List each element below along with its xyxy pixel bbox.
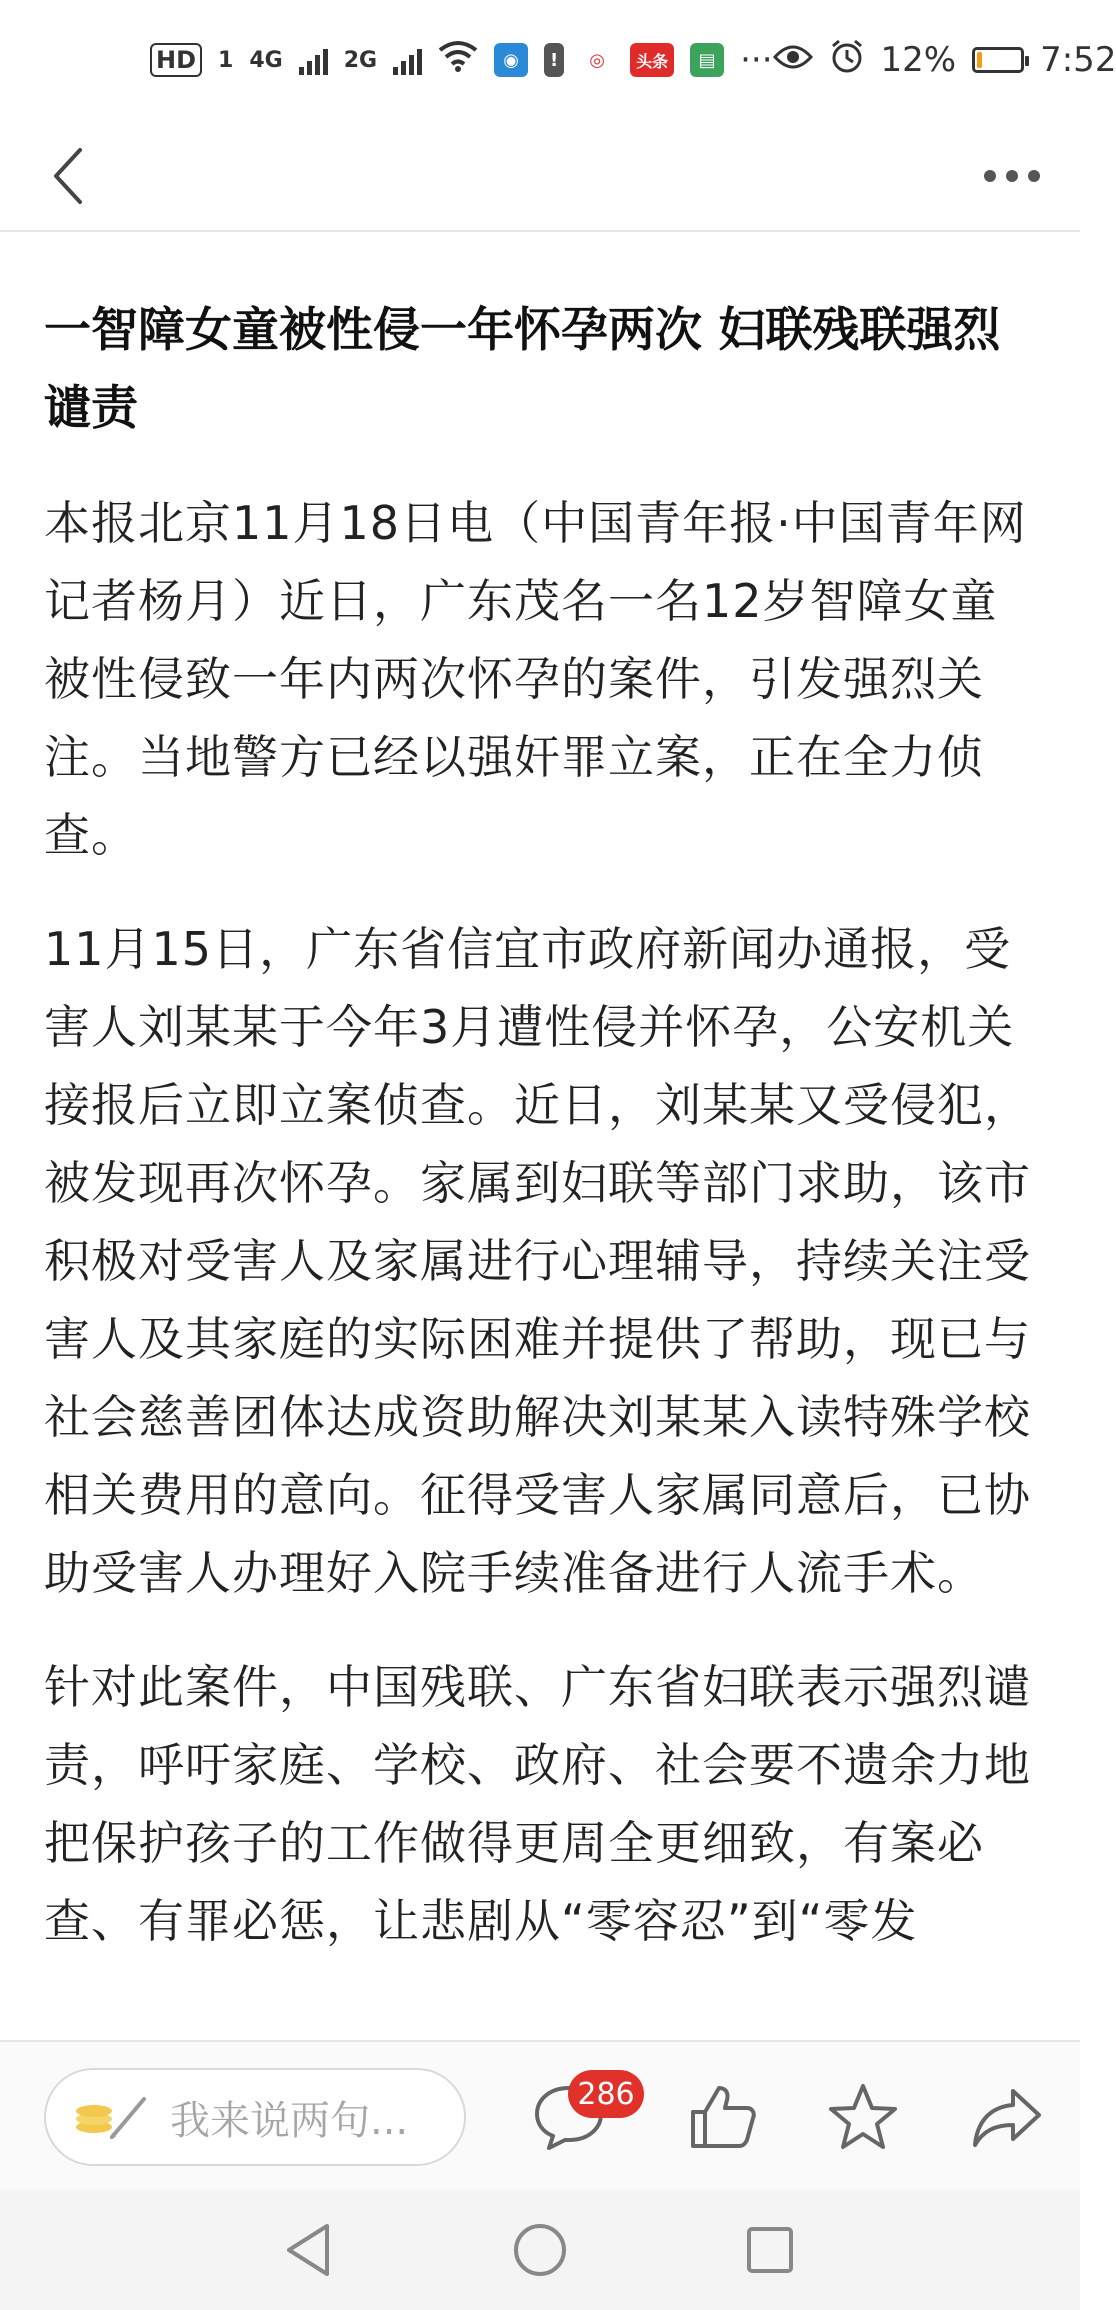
like-icon: [687, 2082, 759, 2152]
article-paragraph: 11月15日，广东省信宜市政府新闻办通报，受害人刘某某于今年3月遭性侵并怀孕，公安机关接报后立即立案侦查。近日，刘某某又受侵犯，被发现再次怀孕。家属到妇联等部门求助，该市积极对受害人及家属进行心理辅导，持续关注受害人及其家庭的实际困难并提供了帮助，现已与社会慈善团体达成资助解决刘某某入读特殊学校相关费用的意向。征得受害人家属同意后，已协助受害人办理好入院手续准备进行人流手术。: [44, 922, 1031, 1600]
back-triangle-icon: [283, 2222, 333, 2278]
battery-level: [977, 52, 982, 68]
network-4g-label: 4G: [249, 47, 283, 73]
clock-time: 7:52: [1040, 40, 1116, 80]
system-back-button[interactable]: [268, 2210, 348, 2290]
hd-indicator: HD: [150, 43, 202, 77]
reader-app-icon: ▤: [690, 43, 724, 77]
recents-square-icon: [745, 2225, 795, 2275]
share-icon: [971, 2085, 1043, 2149]
battery-icon: [972, 47, 1024, 73]
article-title: 一智障女童被性侵一年怀孕两次 妇联残联强烈谴责: [44, 303, 1001, 436]
alert-notification-icon: !: [544, 43, 564, 77]
signal-icon-2: [393, 45, 422, 75]
comment-input[interactable]: [44, 2068, 466, 2166]
article-header: [0, 120, 1080, 232]
wifi-icon: [438, 40, 478, 81]
like-button[interactable]: [678, 2072, 768, 2162]
article-body[interactable]: [44, 232, 1036, 2040]
alarm-icon: [829, 38, 865, 83]
system-home-button[interactable]: [500, 2210, 580, 2290]
article-paragraph: 针对此案件，中国残联、广东省妇联表示强烈谴责，呼吁家庭、学校、政府、社会要不遗余力地把保护孩子的工作做得更周全更细致，有案必查、有罪必惩，让悲剧从“零容忍”到“零发: [44, 1660, 1031, 1948]
share-button[interactable]: [962, 2072, 1052, 2162]
status-right: [773, 38, 1116, 83]
status-left: [150, 40, 773, 81]
signal-icon: [299, 45, 328, 75]
more-options-button[interactable]: [972, 136, 1052, 216]
pen-icon: [72, 2089, 152, 2145]
chevron-left-icon: [48, 146, 88, 206]
system-recents-button[interactable]: [730, 2210, 810, 2290]
home-circle-icon: [512, 2222, 568, 2278]
sim-number: 1: [218, 47, 234, 73]
battery-percent: 12%: [880, 40, 957, 80]
star-icon: [827, 2082, 899, 2152]
eye-comfort-icon: [773, 40, 813, 80]
toutiao-icon: 头条: [630, 43, 674, 77]
status-bar: [0, 0, 1116, 120]
back-button[interactable]: [28, 136, 108, 216]
system-navigation-bar: [0, 2190, 1080, 2310]
bottom-action-bar: [0, 2040, 1080, 2190]
network-2g-label: 2G: [343, 47, 378, 73]
location-app-icon: ◎: [580, 43, 614, 77]
comment-count-badge: 286: [568, 2070, 644, 2118]
more-horizontal-icon: [982, 169, 1042, 183]
article-paragraph: 本报北京11月18日电（中国青年报·中国青年网记者杨月）近日，广东茂名一名12岁智障女童被性侵致一年内两次怀孕的案件，引发强烈关注。当地警方已经以强奸罪立案，正在全力侦查。: [44, 496, 1027, 862]
app-notification-icon: ◉: [494, 43, 528, 77]
favorite-button[interactable]: [818, 2072, 908, 2162]
more-notifications-icon: ···: [740, 40, 773, 80]
comment-placeholder: 我来说两句...: [170, 2097, 409, 2144]
